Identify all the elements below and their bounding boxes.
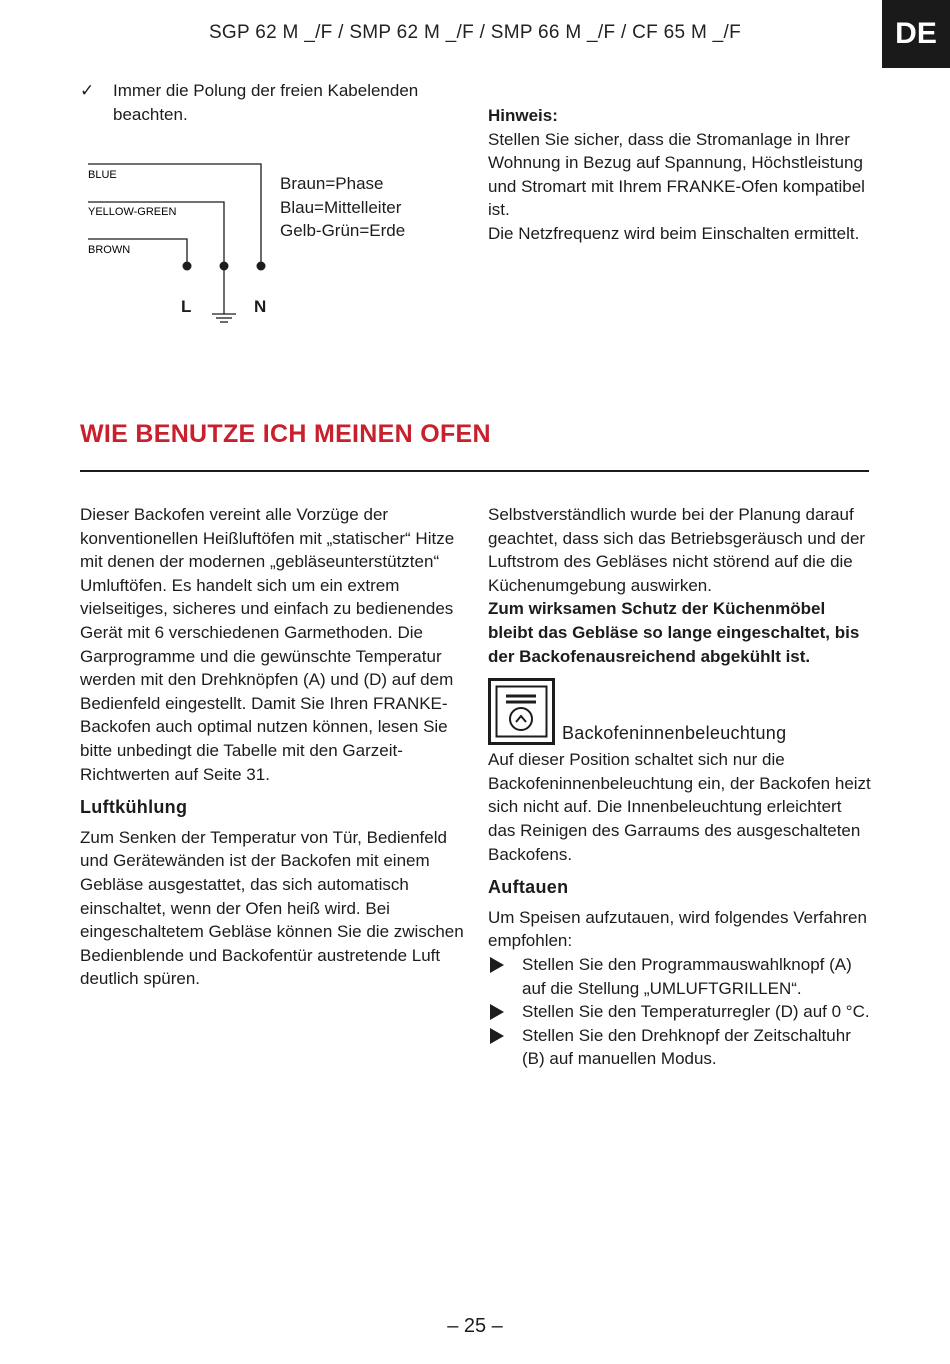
terminal-label-n: N: [254, 297, 267, 316]
legend-blue: Blau=Mittelleiter: [280, 197, 402, 217]
lamp-heading: Backofeninnenbeleuchtung: [562, 723, 787, 744]
polarity-check-text: Immer die Polung der freien Kabelenden beachten.: [113, 81, 419, 124]
defrost-step-3: Stellen Sie den Drehknopf der Zeitschaltuhr (B) auf manuellen Modus.: [522, 1025, 851, 1069]
legend-yellow-green: Gelb-Grün=Erde: [280, 221, 406, 241]
defrost-intro: Um Speisen aufzutauen, wird folgendes Verfahren empfohlen:: [488, 907, 867, 951]
defrost-steps: [488, 953, 873, 1071]
cooling-paragraph: Zum Senken der Temperatur von Tür, Bedienfeld und Gerätewänden ist der Backofen mit einem Gebläse ausgestattet, das sich automatisch einschaltet, wenn der Ofen heiß wird. Bei eingeschaltetem Gebläse können Sie die zwischen Bedienblende und Backofentür austretende Luft deutlich spüren.: [80, 827, 464, 989]
terminal-dot-n: [257, 262, 266, 271]
left-column: [80, 503, 465, 991]
note-text-1: Stellen Sie sicher, dass die Stromanlage in Ihrer Wohnung in Bezug auf Spannung, Höchstleistung und Stromart mit Ihrem FRANKE-Ofen kompatibel ist.: [488, 129, 865, 220]
note-box: [488, 104, 888, 246]
bullet-triangle-icon: [490, 957, 504, 973]
terminal-dot-earth: [220, 262, 229, 271]
note-title: Hinweis:: [488, 106, 558, 125]
document-header-title: SGP 62 M _/F / SMP 62 M _/F / SMP 66 M _/F / CF 65 M _/F: [208, 22, 742, 43]
language-badge: DE: [882, 0, 950, 68]
terminal-label-l: L: [181, 297, 192, 316]
fan-paragraph: Selbstverständlich wurde bei der Planung darauf geachtet, dass sich das Betriebsgeräusch und der Luftstrom des Gebläses nicht störend auf die die Küchenumgebung auswirken.: [488, 505, 866, 595]
lamp-paragraph: Auf dieser Position schaltet sich nur die Backofeninnenbeleuchtung ein, der Backofen heizt sich nicht auf. Die Innenbeleuchtung erleichtert das Reinigen des Garraums des ausgeschalteten Backofens.: [488, 750, 871, 864]
list-item: [488, 953, 873, 1000]
wire-label-blue: BLUE: [88, 169, 117, 181]
bullet-triangle-icon: [490, 1028, 504, 1044]
wiring-legend: [280, 172, 470, 243]
list-item: [488, 1000, 873, 1024]
wire-label-yellow-green: YELLOW-GREEN: [88, 206, 177, 218]
checkmark-icon: ✓: [80, 81, 95, 100]
page-number: – 25 –: [447, 1315, 503, 1337]
cooling-heading: Luftkühlung: [80, 797, 188, 818]
legend-brown: Braun=Phase: [280, 174, 384, 193]
section-title: WIE BENUTZE ICH MEINEN OFEN: [80, 420, 491, 448]
defrost-step-2: Stellen Sie den Temperaturregler (D) auf 0 °C.: [522, 1002, 870, 1022]
section-divider: [80, 470, 869, 472]
wire-label-brown: BROWN: [88, 244, 131, 256]
polarity-check-item: [80, 79, 460, 126]
list-item: [488, 1024, 873, 1071]
note-text-2: Die Netzfrequenz wird beim Einschalten ermittelt.: [488, 223, 860, 243]
defrost-heading: Auftauen: [488, 877, 569, 898]
bullet-triangle-icon: [490, 1004, 504, 1020]
right-column: [488, 503, 873, 1071]
intro-paragraph: Dieser Backofen vereint alle Vorzüge der konventionellen Heißluftöfen mit „statischer“ Hitze mit denen der modernen „gebläseunterstützten“ Umluftöfen. Es handelt sich um ein extrem vielseitiges, sicheres und einfach zu bedienendes Gerät mit 6 verschiedenen Garmethoden. Die Garprogramme und die gewünschte Temperatur werden mit den Drehknöpfen (A) und (D) auf dem Bedienfeld eingestellt. Damit Sie Ihren FRANKE-Backofen auch optimal nutzen können, lesen Sie bitte unbedingt die Tabelle mit den Garzeit-Richtwerten auf Seite 31.: [80, 505, 455, 784]
wiring-diagram: [80, 150, 280, 330]
defrost-step-1: Stellen Sie den Programmauswahlknopf (A) auf die Stellung „UMLUFTGRILLEN“.: [522, 954, 852, 998]
lamp-heading-block: [488, 678, 873, 748]
terminal-dot-l: [183, 262, 192, 271]
fan-bold-paragraph: Zum wirksamen Schutz der Küchenmöbel bleibt das Gebläse so lange eingeschaltet, bis der Backofenausreichend abgekühlt ist.: [488, 599, 860, 666]
oven-lamp-icon: [488, 678, 556, 746]
